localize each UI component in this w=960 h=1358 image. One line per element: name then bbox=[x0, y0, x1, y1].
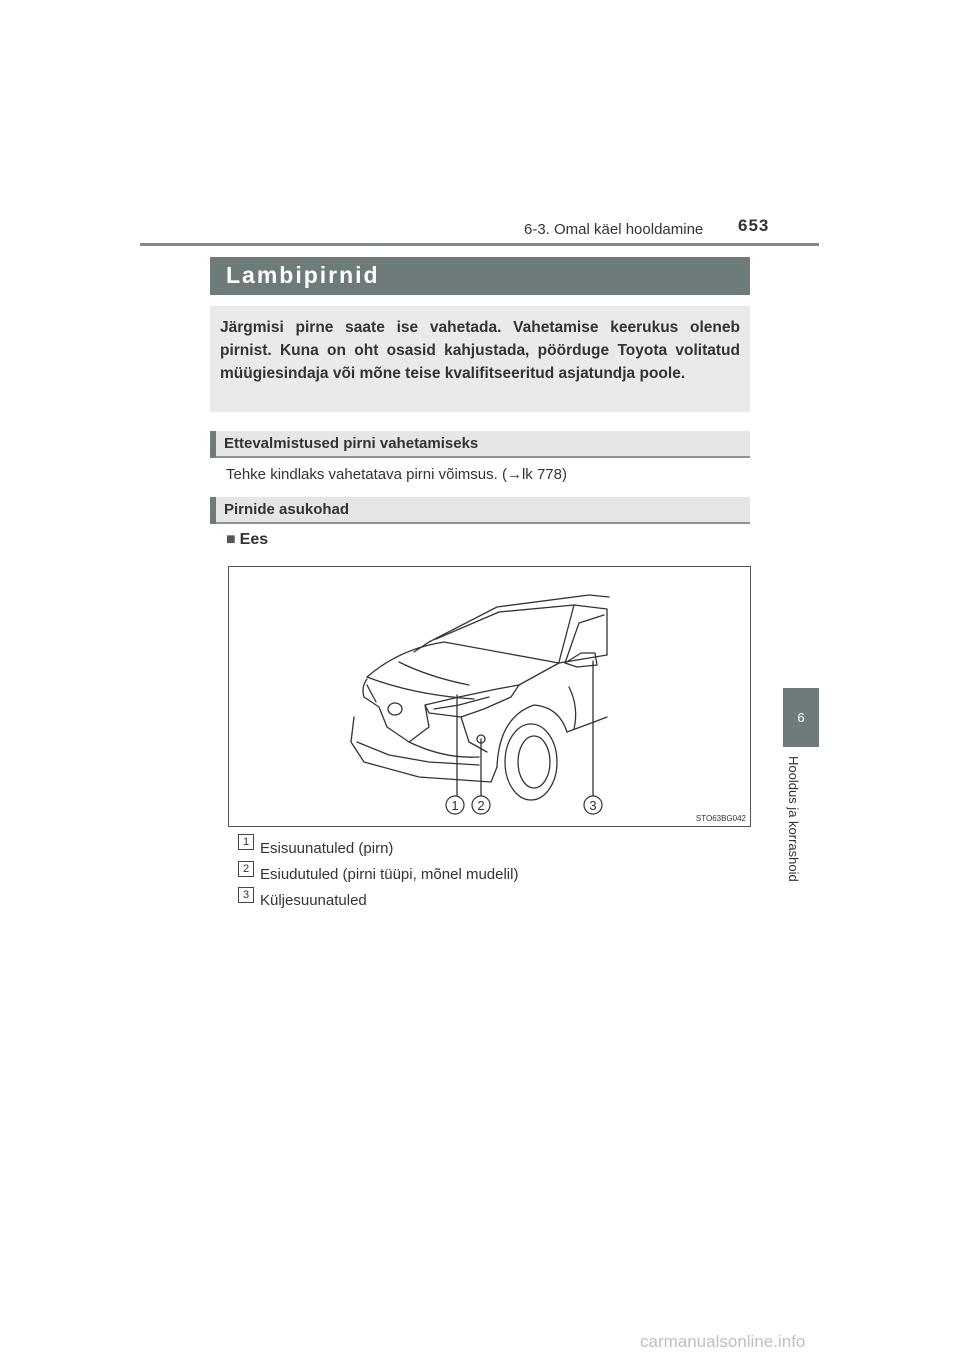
legend-text: Esisuunatuled (pirn) bbox=[260, 840, 394, 857]
legend-text: Küljesuunatuled bbox=[260, 892, 367, 909]
legend-text: Esiudutuled (pirni tüüpi, mõnel mudelil) bbox=[260, 866, 519, 883]
watermark: carmanualsonline.info bbox=[640, 1332, 806, 1351]
page-number: 653 bbox=[738, 216, 770, 235]
preparation-text: Tehke kindlaks vahetatava pirni võimsus. (→lk 778) bbox=[226, 466, 567, 483]
arrow-icon: → bbox=[506, 466, 522, 483]
intro-text: Järgmisi pirne saate ise vahetada. Vahetamise keerukus oleneb pirnist. Kuna on oht osasid kahjustada, pöörduge Toyota volitatud müügiesindaja või mõne teise kvalifitseeritud asjatundja poole. bbox=[220, 319, 740, 382]
header-rule bbox=[140, 243, 819, 246]
callout-2: 2 bbox=[477, 798, 485, 813]
page-title-bar bbox=[210, 257, 750, 295]
callout-3: 3 bbox=[589, 798, 597, 813]
section-heading-preparation bbox=[210, 431, 750, 458]
car-front-figure bbox=[228, 566, 751, 827]
section-accent bbox=[210, 431, 216, 458]
section-title: Pirnide asukohad bbox=[224, 501, 350, 518]
section-accent bbox=[210, 497, 216, 524]
section-title: Ettevalmistused pirni vahetamiseks bbox=[224, 435, 479, 452]
figure-code: STO63BG042 bbox=[695, 814, 746, 823]
car-illustration bbox=[229, 567, 750, 826]
legend-number: 2 bbox=[238, 861, 254, 877]
chapter-tab-label: Hooldus ja korrashoid bbox=[786, 756, 801, 882]
chapter-tab: 6 bbox=[783, 688, 819, 747]
intro-box bbox=[210, 306, 750, 412]
legend-number: 3 bbox=[238, 887, 254, 903]
page-title: Lambipirnid bbox=[226, 262, 380, 288]
legend-number: 1 bbox=[238, 834, 254, 850]
chapter-heading: 6-3. Omal käel hooldamine bbox=[524, 221, 704, 238]
section-heading-locations bbox=[210, 497, 750, 524]
front-subheading: ■ Ees bbox=[226, 531, 269, 548]
callout-1: 1 bbox=[451, 798, 459, 813]
square-bullet-icon: ■ bbox=[226, 531, 236, 548]
